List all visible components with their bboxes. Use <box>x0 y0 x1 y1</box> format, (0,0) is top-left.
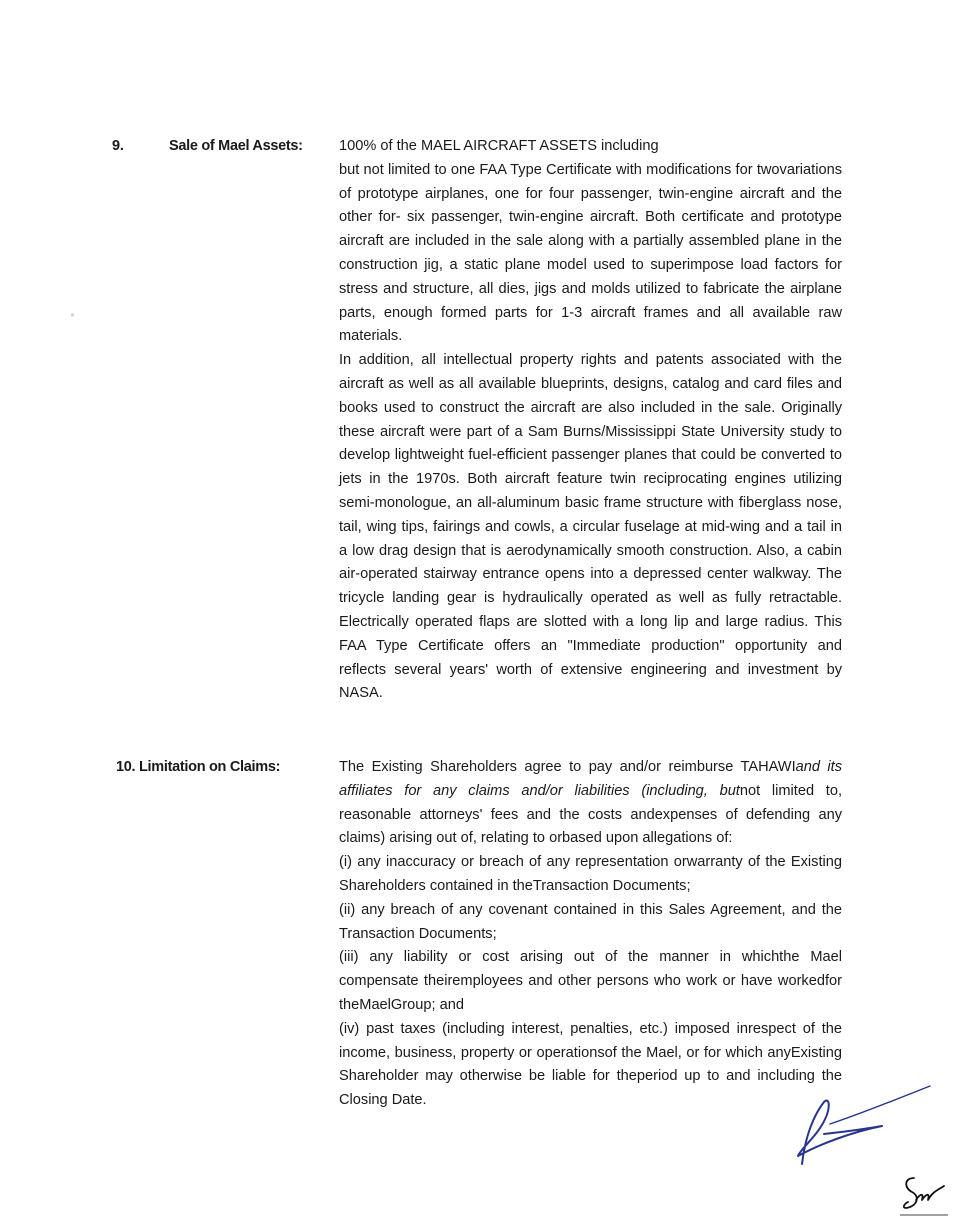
section-9-body <box>339 135 842 706</box>
section-9-paragraph-1: but not limited to one FAA Type Certificate with modifications for twovariations of prototype airplanes, one for four passenger, twin-engine aircraft and the other for- six passenger, twin-engine aircraft. Both certificate and prototype aircraft are included in the sale along with a partially assembled plane in the construction jig, a static plane model used to superimpose load factors for stress and structure, all dies, jigs and molds utilized to fabricate the airplane parts, enough formed parts for 1-3 aircraft frames and all available raw materials. <box>339 161 842 345</box>
section-10-item-2: (ii) any breach of any covenant contained in this Sales Agreement, and the Transaction Documents; <box>339 901 842 942</box>
section-10-item-3: (iii) any liability or cost arising out of the manner in whichthe Mael compensate theiremployees and other persons who work or have workedfor theMaelGroup; and <box>339 949 842 1013</box>
section-9-number: 9. <box>112 138 124 154</box>
section-10-item-1: (i) any inaccuracy or breach of any representation orwarranty of the Existing Shareholders contained in theTransaction Documents; <box>339 854 842 894</box>
section-9-title: Sale of Mael Assets: <box>169 138 303 154</box>
section-10-intro <box>339 756 842 851</box>
section-9-lead: 100% of the MAEL AIRCRAFT ASSETS including <box>339 138 659 154</box>
initials-image <box>898 1170 950 1216</box>
signature-image <box>790 1080 940 1172</box>
scan-speck <box>71 313 74 317</box>
section-10-item-4: (iv) past taxes (including interest, penalties, etc.) imposed inrespect of the income, business, property or operationsof the Mael, or for which anyExisting Shareholder may otherwise be liable for theperiod up to and including the Closing Date. <box>339 1020 842 1109</box>
section-10-title: 10. Limitation on Claims: <box>116 759 281 775</box>
section-10-body <box>339 756 842 1113</box>
section-10-intro-italic: and its affiliates for any claims and/or liabilities (including, but <box>339 759 842 799</box>
section-10-intro-a: The Existing Shareholders agree to pay and/or reimburse TAHAWI <box>339 759 796 775</box>
section-9-paragraph-2: In addition, all intellectual property rights and patents associated with the aircraft as well as all available blueprints, designs, catalog and card files and books used to construct the aircraft are also included in the sale. Originally these aircraft were part of a Sam Burns/Mississippi State University study to develop lightweight fuel-efficient passenger planes that could be converted to jets in the 1970s. Both aircraft feature twin reciprocating engines utilizing semi-monologue, an all-aluminum basic frame structure with fiberglass nose, tail, wing tips, fairings and cowls, a circular fuselage at mid-wing and a tail in a low drag design that is aerodynamically smooth construction. Also, a cabin air-operated stairway entrance opens into a depressed center walkway. The tricycle landing gear is hydraulically operated as well as fully retractable. Electrically operated flaps are slotted with a long lip and large radius. This FAA Type Certificate offers an "Immediate production" opportunity and reflects several years' worth of extensive engineering and investment by NASA. <box>339 352 842 702</box>
section-10-intro-b: not limited to, reasonable attorneys' fees and the costs andexpenses of defending any claims) arising out of, relating to orbased upon allegations of: <box>339 782 843 847</box>
